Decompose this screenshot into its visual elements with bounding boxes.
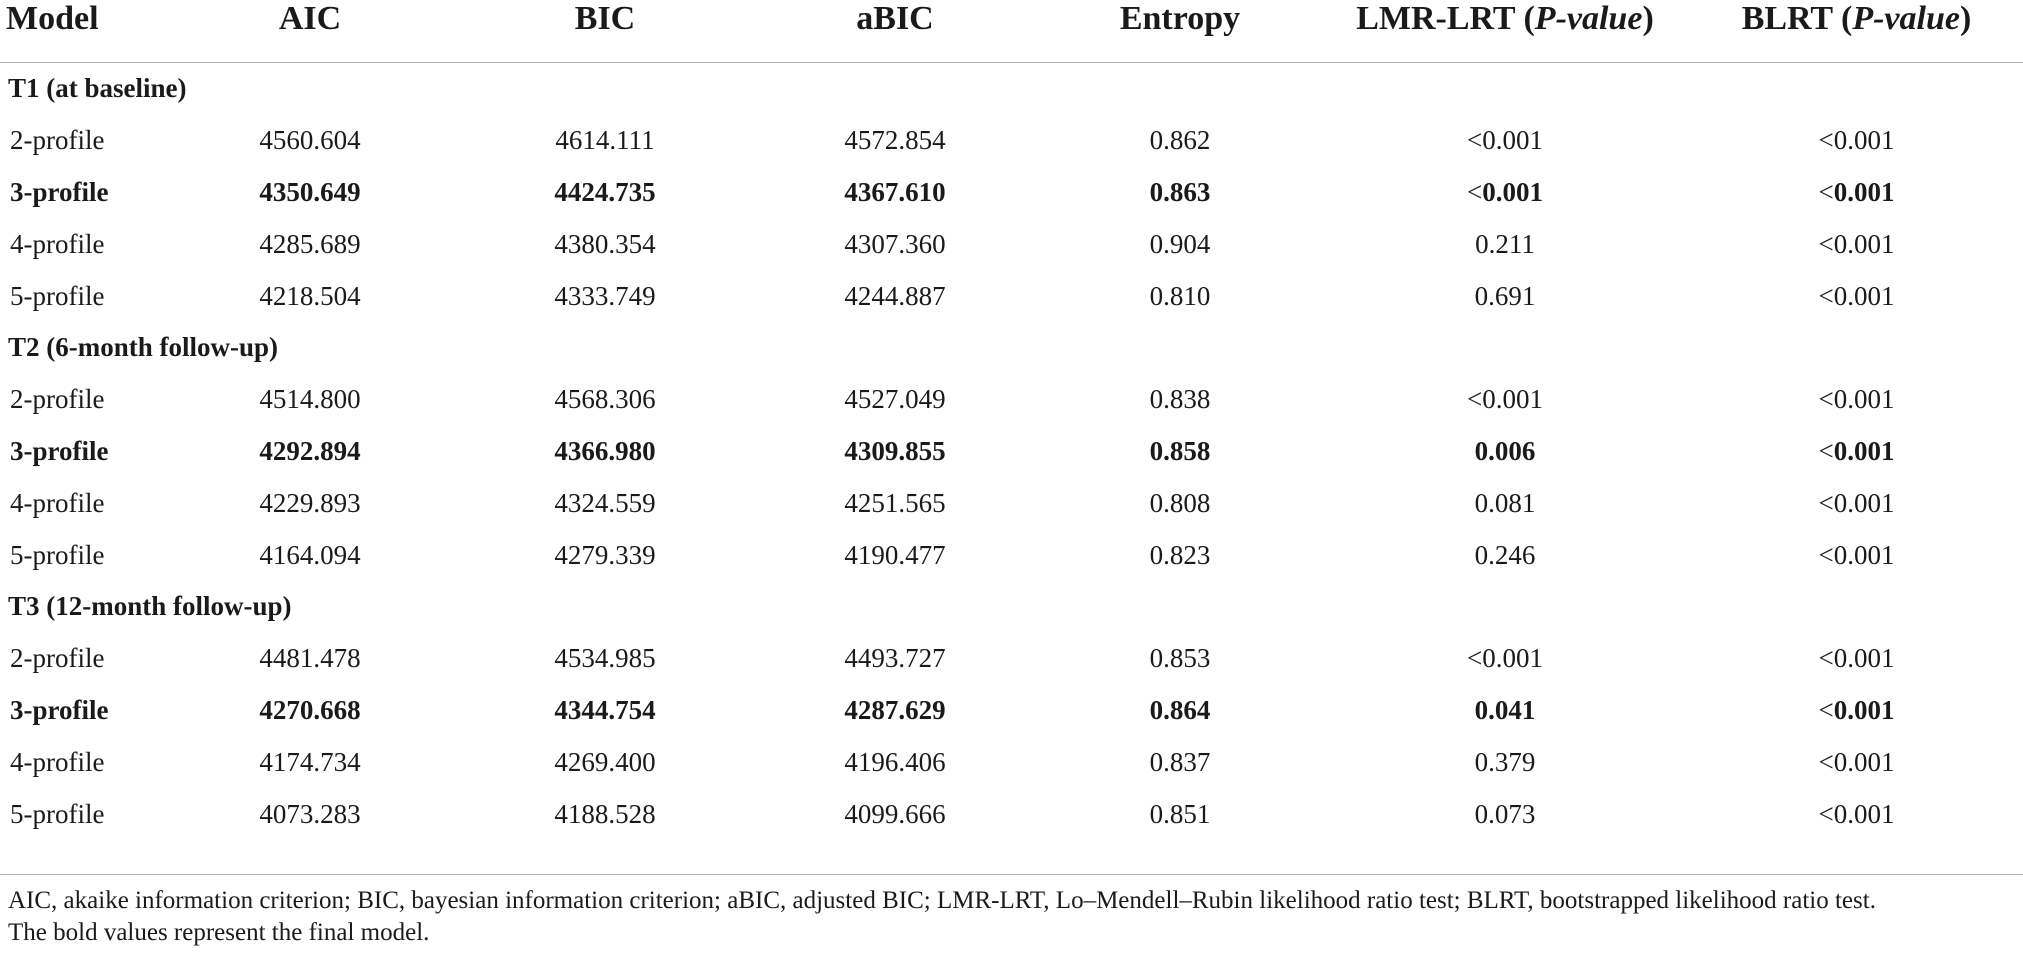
cell-abic: 4244.887: [844, 280, 946, 311]
cell-aic: 4350.649: [259, 176, 361, 207]
cell-model: 5-profile: [10, 539, 105, 570]
cell-entropy: 0.858: [1149, 435, 1211, 466]
cell-bic: 4344.754: [554, 694, 656, 725]
cell-lmr-prefix: <: [1467, 176, 1483, 207]
cell-blrt: <0.001: [1818, 125, 1895, 156]
cell-entropy: 0.864: [1149, 694, 1211, 725]
table-row: [0, 270, 2023, 322]
cell-blrt-prefix: <: [1818, 435, 1834, 466]
table-row: [0, 633, 2023, 685]
cell-bic: 4568.306: [554, 384, 656, 415]
cell-abic: 4190.477: [844, 539, 946, 570]
header-lmr-lrt: LMR-LRT (P-value): [1356, 0, 1654, 37]
cell-lmr: [1320, 167, 1690, 219]
cell-blrt-value: 0.001: [1833, 694, 1895, 725]
table-row: [0, 374, 2023, 426]
table-row: [0, 685, 2023, 737]
cell-blrt-prefix: <: [1818, 694, 1834, 725]
footnote-abbreviations: AIC, akaike information criterion; BIC, bayesian information criterion; aBIC, adjusted BIC; LMR-LRT, Lo–Mendell–Rubin likelihood ratio test; BLRT, bootstrapped likelihood ratio test.: [8, 887, 1876, 914]
cell-abic: 4493.727: [844, 643, 946, 674]
cell-bic: 4534.985: [554, 643, 656, 674]
cell-lmr: <0.001: [1467, 125, 1543, 156]
header-lmr-pvalue: P-value: [1534, 0, 1643, 37]
cell-blrt: <0.001: [1818, 539, 1895, 570]
group-label: T3 (12-month follow-up): [8, 591, 292, 622]
cell-abic: 4572.854: [844, 125, 946, 156]
footnote-bold-note: The bold values represent the final model.: [8, 919, 430, 946]
cell-bic: 4279.339: [554, 539, 656, 570]
table-footnote: [8, 885, 2018, 949]
cell-bic: 4366.980: [554, 435, 656, 466]
group-label: T1 (at baseline): [8, 73, 187, 104]
group-row: [0, 581, 2023, 633]
cell-abic: 4251.565: [844, 487, 946, 518]
header-entropy: Entropy: [1119, 0, 1241, 37]
cell-lmr: 0.081: [1474, 487, 1536, 518]
cell-bic: 4269.400: [554, 746, 656, 777]
cell-aic: 4174.734: [259, 746, 361, 777]
header-model: Model: [6, 0, 99, 37]
cell-entropy: 0.837: [1149, 746, 1211, 777]
cell-aic: 4218.504: [259, 280, 361, 311]
cell-blrt: [1690, 426, 2023, 478]
cell-lmr: 0.691: [1474, 280, 1536, 311]
table-row: [0, 788, 2023, 840]
cell-lmr: 0.006: [1474, 435, 1536, 466]
cell-entropy: 0.851: [1149, 798, 1211, 829]
cell-aic: 4164.094: [259, 539, 361, 570]
table-row: [0, 736, 2023, 788]
header-rule: [0, 46, 2023, 63]
cell-model: 4-profile: [10, 746, 105, 777]
cell-lmr: <0.001: [1467, 384, 1543, 415]
table-row: [0, 477, 2023, 529]
cell-blrt: [1690, 685, 2023, 737]
cell-entropy: 0.863: [1149, 176, 1211, 207]
cell-blrt: <0.001: [1818, 643, 1895, 674]
header-bic: BIC: [574, 0, 636, 37]
cell-lmr: 0.073: [1474, 798, 1536, 829]
cell-blrt: <0.001: [1818, 228, 1895, 259]
cell-lmr-value: 0.001: [1482, 176, 1543, 207]
cell-blrt: [1690, 167, 2023, 219]
cell-aic: 4285.689: [259, 228, 361, 259]
header-row: [0, 0, 2023, 46]
cell-aic: 4229.893: [259, 487, 361, 518]
cell-aic: 4560.604: [259, 125, 361, 156]
cell-blrt: <0.001: [1818, 384, 1895, 415]
cell-abic: 4367.610: [844, 176, 946, 207]
cell-blrt: <0.001: [1818, 280, 1895, 311]
header-blrt: BLRT (P-value): [1741, 0, 1972, 37]
table-row: [0, 426, 2023, 478]
cell-abic: 4287.629: [844, 694, 946, 725]
cell-model: 3-profile: [10, 694, 109, 725]
table-row: [0, 218, 2023, 270]
cell-bic: 4333.749: [554, 280, 656, 311]
cell-entropy: 0.853: [1149, 643, 1211, 674]
cell-entropy: 0.810: [1149, 280, 1211, 311]
cell-abic: 4527.049: [844, 384, 946, 415]
header-lmr-label: LMR-LRT: [1356, 0, 1515, 37]
cell-aic: 4270.668: [259, 694, 361, 725]
cell-aic: 4514.800: [259, 384, 361, 415]
cell-blrt: <0.001: [1818, 798, 1895, 829]
cell-abic: 4196.406: [844, 746, 946, 777]
cell-model: 3-profile: [10, 176, 109, 207]
table-row: [0, 529, 2023, 581]
cell-bic: 4188.528: [554, 798, 656, 829]
cell-lmr: <0.001: [1467, 643, 1543, 674]
cell-model: 3-profile: [10, 435, 109, 466]
cell-aic: 4481.478: [259, 643, 361, 674]
table-row: [0, 167, 2023, 219]
cell-blrt-prefix: <: [1818, 176, 1834, 207]
group-label: T2 (6-month follow-up): [8, 332, 279, 363]
group-row: [0, 322, 2023, 374]
cell-entropy: 0.904: [1149, 228, 1211, 259]
header-blrt-pvalue: P-value: [1852, 0, 1960, 37]
cell-entropy: 0.862: [1149, 125, 1211, 156]
cell-lmr: 0.379: [1474, 746, 1536, 777]
cell-entropy: 0.838: [1149, 384, 1211, 415]
cell-model: 4-profile: [10, 487, 105, 518]
cell-model: 5-profile: [10, 280, 105, 311]
cell-lmr: 0.211: [1475, 228, 1535, 259]
cell-entropy: 0.823: [1149, 539, 1211, 570]
header-aic: AIC: [278, 0, 342, 37]
header-abic: aBIC: [856, 0, 934, 37]
cell-bic: 4614.111: [555, 125, 655, 156]
table-row: [0, 115, 2023, 167]
cell-entropy: 0.808: [1149, 487, 1211, 518]
cell-lmr: 0.041: [1474, 694, 1536, 725]
cell-blrt: <0.001: [1818, 746, 1895, 777]
cell-model: 2-profile: [10, 125, 105, 156]
cell-model: 5-profile: [10, 798, 105, 829]
cell-blrt: <0.001: [1818, 487, 1895, 518]
cell-model: 2-profile: [10, 384, 105, 415]
table-body: [0, 63, 2023, 840]
cell-abic: 4307.360: [844, 228, 946, 259]
cell-blrt-value: 0.001: [1833, 435, 1895, 466]
group-row: [0, 63, 2023, 115]
cell-bic: 4324.559: [554, 487, 656, 518]
cell-bic: 4380.354: [554, 228, 656, 259]
cell-lmr: 0.246: [1474, 539, 1536, 570]
cell-blrt-value: 0.001: [1833, 176, 1895, 207]
cell-model: 2-profile: [10, 643, 105, 674]
cell-abic: 4309.855: [844, 435, 946, 466]
cell-abic: 4099.666: [844, 798, 946, 829]
table-bottom-rule: [0, 874, 2023, 875]
cell-aic: 4292.894: [259, 435, 361, 466]
cell-aic: 4073.283: [259, 798, 361, 829]
header-blrt-label: BLRT: [1741, 0, 1833, 37]
cell-model: 4-profile: [10, 228, 105, 259]
cell-bic: 4424.735: [554, 176, 656, 207]
